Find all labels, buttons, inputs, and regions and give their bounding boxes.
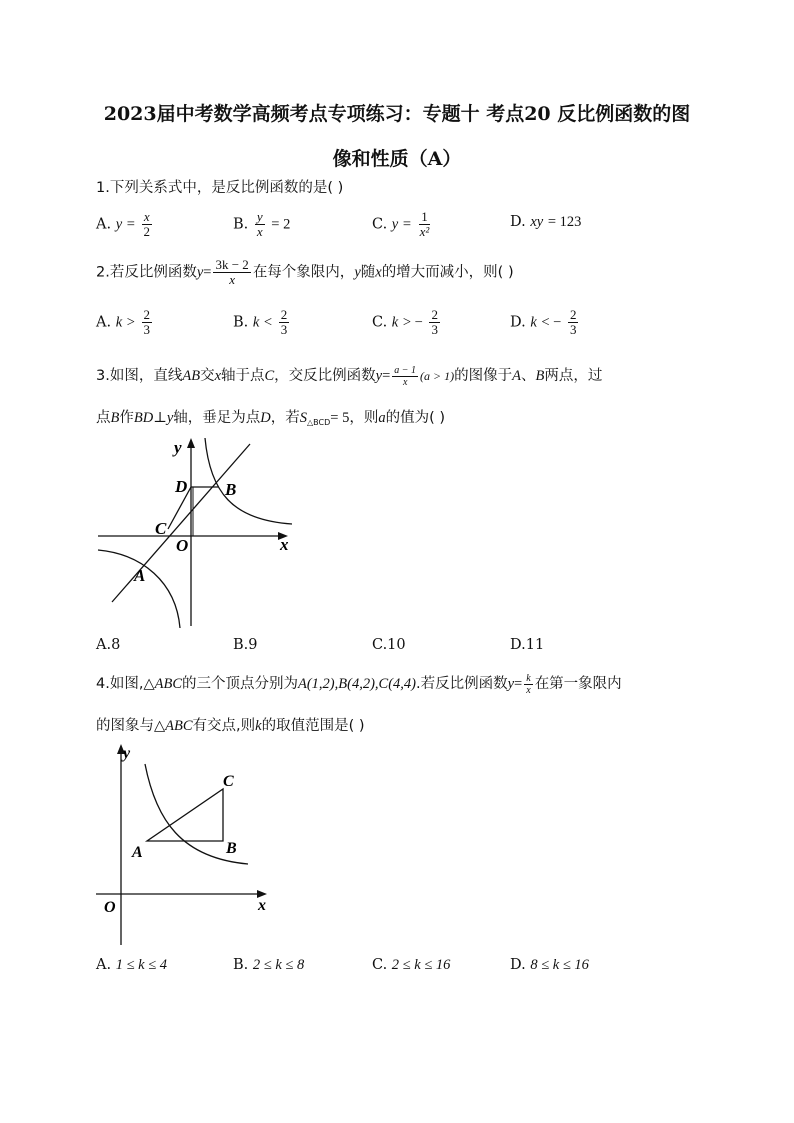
q3-option-a: A.8 bbox=[96, 637, 121, 653]
q2-option-b: B. k < $\frac{2}{3}$ bbox=[233, 307, 288, 337]
fraction: $\frac{2}{3}$ bbox=[143, 307, 151, 337]
q3-option-b: B.9 bbox=[233, 637, 258, 653]
label-x: x bbox=[280, 535, 289, 554]
title-line-1: 2023届中考数学高频考点专项练习：专题十 考点20 反比例函数的图 bbox=[103, 103, 691, 125]
label-o: O bbox=[104, 899, 116, 916]
q4-option-b: B. 2 ≤ k ≤ 8 bbox=[233, 957, 305, 973]
q1-option-b: B. $\frac{y}{x}$ = 2 bbox=[233, 209, 291, 239]
label-c: C bbox=[155, 519, 167, 538]
label-y: y bbox=[123, 745, 131, 762]
fraction: $\frac{2}{3}$ bbox=[569, 307, 577, 337]
y-axis-arrow bbox=[187, 438, 195, 448]
q1-option-c: C. y = $\frac{1}{\text{x²}}$ bbox=[372, 209, 430, 239]
question-3-stem-line-2: 点B作BD⊥y轴，垂足为点D，若$S_{\triangle BCD}= 5$，则a的值为( ) bbox=[96, 410, 446, 427]
fraction: $\frac{3k - 2}{x}$ bbox=[215, 257, 249, 287]
q3-option-d: D.11 bbox=[510, 637, 545, 653]
q4-option-d: D. 8 ≤ k ≤ 16 bbox=[510, 957, 589, 973]
label-d: D bbox=[175, 477, 188, 496]
triangle-abc bbox=[147, 789, 223, 841]
label-b: B bbox=[226, 840, 237, 857]
label-x: x bbox=[258, 897, 266, 914]
q4-option-a: A. 1 ≤ k ≤ 4 bbox=[96, 957, 168, 973]
q2-option-c: C. k > − $\frac{2}{3}$ bbox=[372, 307, 438, 337]
question-4-stem-line-2: 的图象与△ABC有交点,则k的取值范围是( ) bbox=[96, 718, 365, 734]
title-line-2: 像和性质（A） bbox=[332, 148, 462, 170]
label-y: y bbox=[174, 438, 182, 457]
page-title bbox=[60, 92, 734, 182]
question-4-stem-line-1: 4.如图,△ABC的三个顶点分别为A(1,2),B(4,2),C(4,4).若反比例函数y= $\frac{k}{x}$ 在第一象限内 bbox=[96, 672, 622, 696]
q3-figure bbox=[92, 432, 304, 632]
q2-option-d: D. k < − $\frac{2}{3}$ bbox=[510, 307, 577, 337]
question-1-stem: 1.下列关系式中，是反比例函数的是( ) bbox=[96, 180, 344, 196]
q3-option-c: C.10 bbox=[372, 637, 406, 653]
question-2-stem: 2.若反比例函数y= $\frac{3k - 2}{x}$ 在每个象限内，y随x的增大而减小，则( ) bbox=[96, 257, 514, 287]
q2-option-a: A. k > $\frac{2}{3}$ bbox=[96, 307, 151, 337]
label-o: O bbox=[176, 536, 189, 555]
label-a: A bbox=[134, 566, 146, 585]
label-a: A bbox=[132, 844, 143, 861]
fraction: $\frac{k}{x}$ bbox=[526, 672, 531, 696]
q4-figure bbox=[96, 740, 276, 950]
hyperbola-branch-q3 bbox=[98, 550, 180, 628]
q1-option-d: D. xy = 123 bbox=[510, 214, 582, 230]
label-b: B bbox=[225, 480, 237, 499]
fraction: $\frac{1}{\text{x²}}$ bbox=[419, 209, 430, 239]
line-ab bbox=[112, 444, 250, 602]
fraction: $\frac{y}{x}$ bbox=[256, 209, 263, 239]
fraction: $\frac{x}{2}$ bbox=[143, 209, 151, 239]
fraction: $\frac{2}{3}$ bbox=[431, 307, 438, 337]
label-c: C bbox=[223, 773, 234, 790]
fraction: $\frac{2}{3}$ bbox=[280, 307, 288, 337]
q4-option-c: C. 2 ≤ k ≤ 16 bbox=[372, 957, 451, 973]
question-3-stem-line-1: 3.如图，直线AB交x轴于点C，交反比例函数y= $\frac{a - 1}{x}$ (a > 1)的图像于A、B两点，过 bbox=[96, 364, 603, 388]
q1-option-a: A. y = $\frac{x}{2}$ bbox=[96, 209, 151, 239]
fraction: $\frac{a - 1}{x}$ bbox=[394, 364, 417, 388]
